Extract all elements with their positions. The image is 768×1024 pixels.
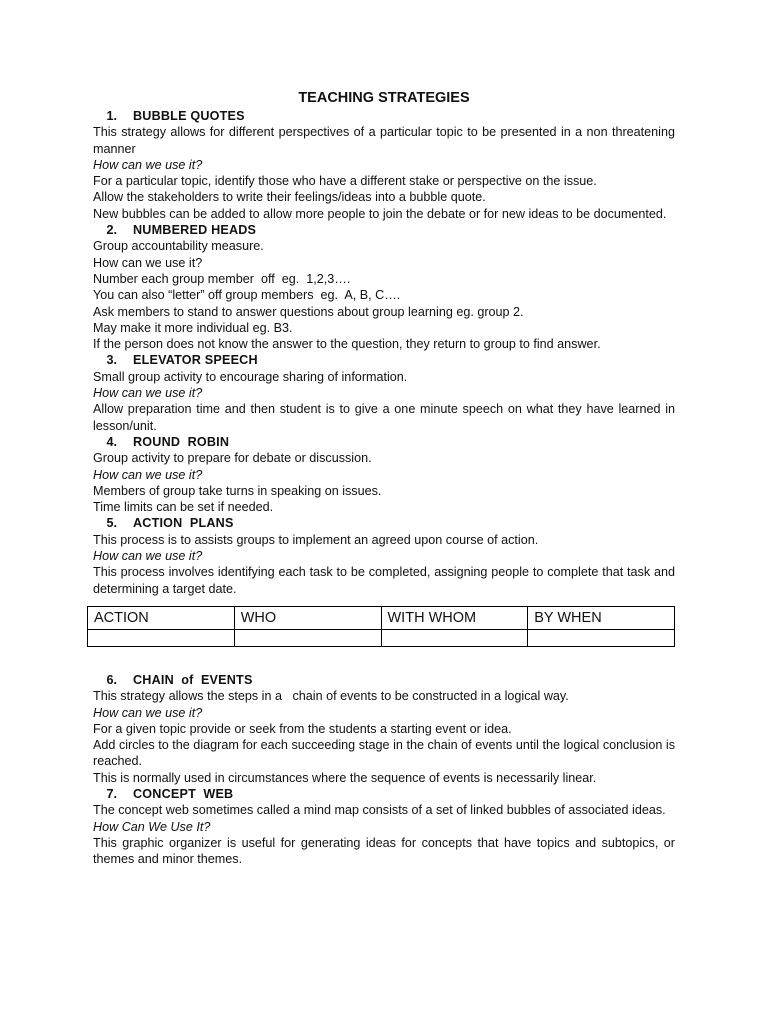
section-line: For a particular topic, identify those who have a different stake or perspective on the issue.	[93, 174, 597, 189]
section-round-robin	[93, 434, 675, 515]
section-line: Ask members to stand to answer questions about group learning eg. group 2.	[93, 304, 524, 319]
table-header-with-whom: WITH WHOM	[381, 606, 528, 629]
section-line: New bubbles can be added to allow more people to join the debate or for new ideas to be documented.	[93, 206, 667, 221]
section-line: Add circles to the diagram for each succeeding stage in the chain of events until the logical conclusion is reached.	[93, 738, 675, 769]
section-line: Number each group member off eg. 1,2,3….	[93, 271, 351, 286]
section-intro: Group accountability measure.	[93, 239, 264, 254]
section-chain-of-events	[93, 672, 675, 786]
section-title: NUMBERED HEADS	[133, 223, 257, 238]
section-number: 1.	[106, 109, 117, 123]
section-line: This process involves identifying each task to be completed, assigning people to complete that task and determining a target date.	[93, 565, 675, 596]
section-line: This graphic organizer is useful for generating ideas for concepts that have topics and subtopics, or themes and minor themes.	[93, 835, 675, 867]
section-line: Time limits can be set if needed.	[93, 500, 274, 515]
section-intro: Group activity to prepare for debate or discussion.	[93, 451, 372, 466]
table-cell	[381, 629, 528, 646]
section-line: This is normally used in circumstances where the sequence of events is necessarily linear.	[93, 770, 597, 785]
section-heading	[93, 515, 675, 531]
section-heading	[93, 672, 675, 688]
section-title: ELEVATOR SPEECH	[133, 353, 258, 368]
section-question: How Can We Use It?	[93, 819, 211, 834]
section-question: How can we use it?	[93, 255, 203, 270]
section-intro: Small group activity to encourage sharing of information.	[93, 369, 408, 384]
section-number: 4.	[106, 434, 117, 449]
section-title: BUBBLE QUOTES	[133, 109, 245, 123]
table-header-who: WHO	[234, 606, 381, 629]
section-number: 6.	[106, 672, 117, 687]
table-cell	[234, 629, 381, 646]
section-title: CONCEPT WEB	[133, 786, 234, 801]
section-line: Allow the stakeholders to write their feelings/ideas into a bubble quote.	[93, 190, 486, 205]
section-number: 5.	[106, 516, 117, 531]
section-title: ROUND ROBIN	[133, 434, 230, 449]
section-line: You can also “letter” off group members eg. A, B, C….	[93, 288, 401, 303]
section-intro: This process is to assists groups to implement an agreed upon course of action.	[93, 532, 539, 547]
section-number: 3.	[106, 353, 117, 368]
section-line: If the person does not know the answer to the question, they return to group to find answer.	[93, 337, 601, 352]
section-action-plans	[93, 515, 675, 646]
section-number: 7.	[106, 786, 117, 801]
section-concept-web	[93, 786, 675, 867]
section-title: ACTION PLANS	[133, 516, 234, 531]
section-line: For a given topic provide or seek from the students a starting event or idea.	[93, 721, 512, 736]
table-row	[88, 629, 675, 646]
table-cell	[528, 629, 675, 646]
section-elevator-speech	[93, 352, 675, 433]
section-question: How can we use it?	[93, 157, 203, 172]
section-heading	[93, 222, 675, 238]
table-header-action: ACTION	[88, 606, 235, 629]
section-question: How can we use it?	[93, 467, 203, 482]
section-line: Members of group take turns in speaking on issues.	[93, 483, 382, 498]
page-title: TEACHING STRATEGIES	[298, 90, 470, 106]
section-intro: The concept web sometimes called a mind map consists of a set of linked bubbles of associated ideas.	[93, 803, 666, 818]
section-question: How can we use it?	[93, 549, 203, 564]
section-intro: This strategy allows the steps in a chain of events to be constructed in a logical way.	[93, 689, 569, 704]
section-line: May make it more individual eg. B3.	[93, 320, 293, 335]
section-bubble-quotes	[93, 108, 675, 222]
section-heading	[93, 434, 675, 450]
section-line: Allow preparation time and then student is to give a one minute speech on what they have learned in lesson/unit.	[93, 402, 675, 433]
action-plan-table	[87, 606, 675, 647]
document-content	[93, 89, 675, 867]
section-numbered-heads	[93, 222, 675, 352]
table-header-row	[88, 606, 675, 629]
section-question: How can we use it?	[93, 705, 203, 720]
section-number: 2.	[106, 223, 117, 238]
section-heading	[93, 352, 675, 368]
section-heading	[93, 786, 675, 802]
table-header-by-when: BY WHEN	[528, 606, 675, 629]
section-question: How can we use it?	[93, 386, 203, 401]
section-title: CHAIN of EVENTS	[133, 672, 253, 687]
section-intro: This strategy allows for different perspectives of a particular topic to be presented in a non threatening manner	[93, 125, 675, 156]
section-heading	[93, 108, 675, 124]
table-cell	[88, 629, 235, 646]
